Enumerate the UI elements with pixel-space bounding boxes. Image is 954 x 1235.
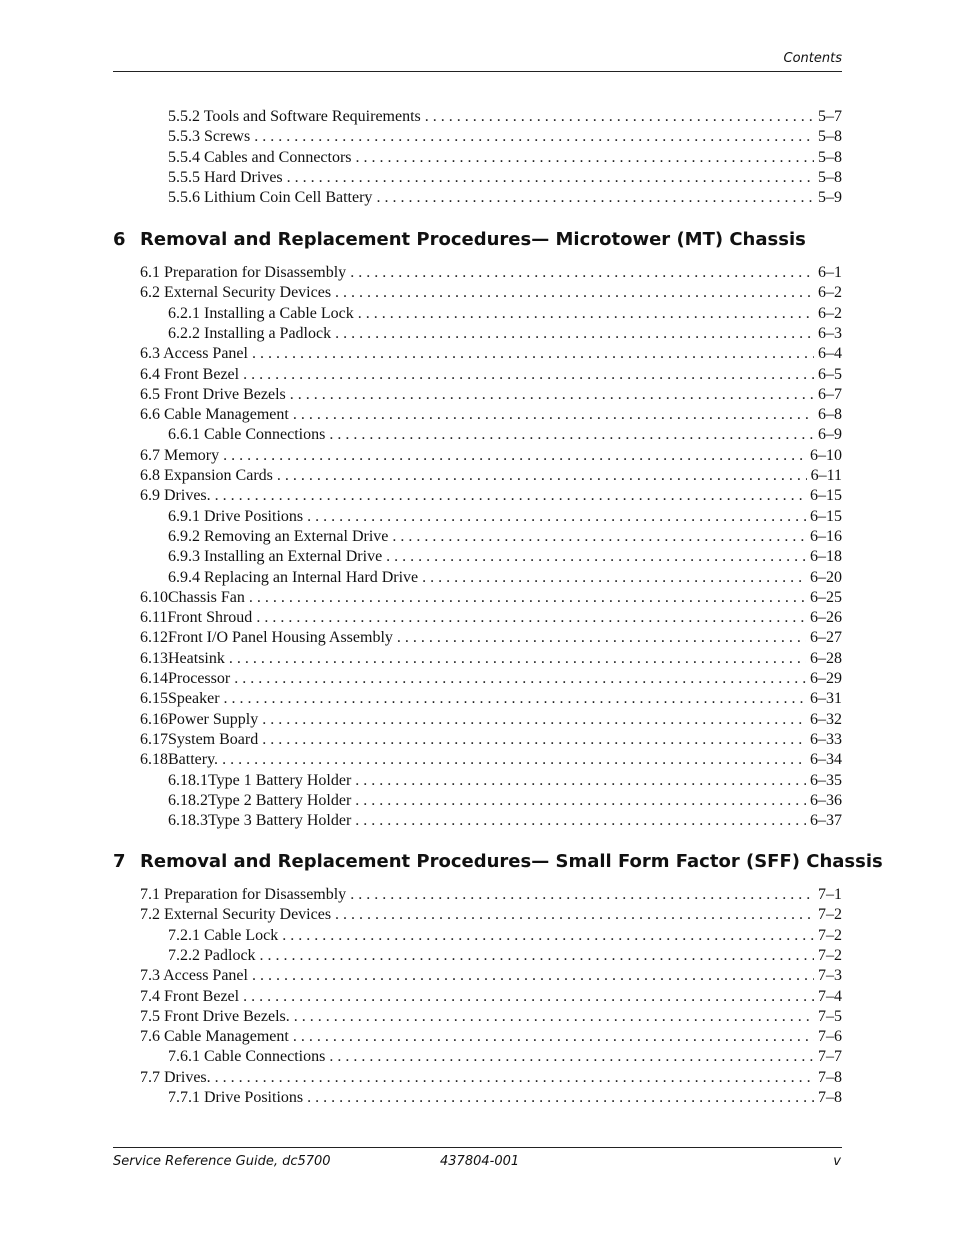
toc-entry[interactable] <box>168 1047 842 1067</box>
toc-entry-page: 7–6 <box>818 1028 842 1046</box>
chapter-number: 7 <box>113 851 126 872</box>
toc-entry[interactable] <box>140 905 842 925</box>
toc-entry[interactable] <box>168 547 842 567</box>
dot-leader <box>215 1068 814 1088</box>
toc-entry-label: 7.1 Preparation for Disassembly <box>140 886 347 903</box>
toc-entry-page: 6–37 <box>810 812 842 830</box>
toc-entry-label: 5.5.2 Tools and Software Requirements <box>168 108 421 125</box>
toc-entry-page: 6–29 <box>810 670 842 687</box>
toc-entry-page: 7–7 <box>818 1048 842 1066</box>
toc-entry-label: 5.5.4 Cables and Connectors <box>168 148 352 166</box>
toc-entry-page: 5–7 <box>818 108 842 125</box>
dot-leader <box>252 344 814 364</box>
toc-entry-label: 6.18.2Type 2 Battery Holder <box>168 791 352 809</box>
toc-entry[interactable] <box>140 1007 842 1027</box>
toc-entry-page: 6–1 <box>818 264 842 281</box>
toc-entry-page: 5–8 <box>818 148 842 166</box>
toc-entry-label: 6.11Front Shroud <box>140 609 253 627</box>
toc-entry-page: 7–4 <box>818 987 842 1005</box>
dot-leader <box>355 771 806 791</box>
toc-entry[interactable] <box>168 425 842 445</box>
toc-entry-label: 6.3 Access Panel <box>140 345 248 363</box>
toc-entry[interactable] <box>140 669 842 689</box>
toc-entry-label: 7.2.2 Padlock <box>168 946 256 964</box>
toc-entry[interactable] <box>168 946 842 966</box>
toc-entry-page: 6–2 <box>818 284 842 302</box>
toc-entry-page: 6–7 <box>818 385 842 403</box>
toc-entry[interactable] <box>140 966 842 986</box>
chapter-title: Removal and Replacement Procedures— Small Form Factor (SFF) Chassis <box>140 851 883 872</box>
dot-leader <box>294 1007 814 1027</box>
toc-entry-label: 6.14Processor <box>140 670 231 687</box>
toc-entry[interactable] <box>168 791 842 811</box>
toc-entry-label: 6.9 Drives. <box>140 487 211 505</box>
footer-page-number: v <box>833 1154 841 1169</box>
dot-leader <box>350 885 814 905</box>
toc-entry-page: 6–18 <box>810 548 842 566</box>
toc-entry[interactable] <box>140 628 842 648</box>
toc-entry-page: 6–31 <box>810 690 842 708</box>
toc-entry-label: 6.2.1 Installing a Cable Lock <box>168 304 354 322</box>
toc-entry-page: 6–20 <box>810 568 842 586</box>
toc-entry[interactable] <box>168 168 842 188</box>
toc-entry[interactable] <box>168 1088 842 1108</box>
toc-entry[interactable] <box>168 811 842 831</box>
dot-leader <box>262 710 806 730</box>
toc-entry[interactable] <box>168 527 842 547</box>
toc-entry-page: 6–33 <box>810 730 842 748</box>
dot-leader <box>252 966 814 986</box>
toc-entry-label: 7.6 Cable Management <box>140 1028 289 1046</box>
dot-leader <box>243 987 814 1007</box>
dot-leader <box>335 324 814 344</box>
dot-leader <box>249 588 806 608</box>
toc-entry[interactable] <box>140 365 842 385</box>
dot-leader <box>287 168 814 188</box>
dot-leader <box>293 405 814 425</box>
toc-entry-label: 7.4 Front Bezel <box>140 987 240 1005</box>
toc-entry-page: 6–10 <box>810 446 842 464</box>
toc-entry-page: 6–2 <box>818 304 842 322</box>
toc-entry-page: 7–3 <box>818 967 842 985</box>
toc-entry-label: 5.5.3 Screws <box>168 128 251 146</box>
chapter-7-heading <box>113 851 883 872</box>
toc-entry-page: 6–36 <box>810 791 842 809</box>
toc-entry-page: 7–5 <box>818 1007 842 1025</box>
toc-entry[interactable] <box>140 405 842 425</box>
toc-entry-label: 6.18Battery. <box>140 751 219 769</box>
toc-entry-label: 6.15Speaker <box>140 690 220 708</box>
toc-entry-page: 6–25 <box>810 588 842 606</box>
toc-entry-page: 7–2 <box>818 926 842 944</box>
toc-entry-page: 5–8 <box>818 168 842 186</box>
toc-entry[interactable] <box>168 568 842 588</box>
toc-entry[interactable] <box>140 710 842 730</box>
dot-leader <box>229 649 806 669</box>
toc-entry[interactable] <box>168 304 842 324</box>
dot-leader <box>376 188 814 208</box>
toc-entry[interactable] <box>140 385 842 405</box>
toc-entry[interactable] <box>140 344 842 364</box>
toc-entry-page: 6–5 <box>818 365 842 383</box>
toc-entry-label: 6.2.2 Installing a Padlock <box>168 324 332 342</box>
dot-leader <box>243 365 814 385</box>
toc-entry-page: 6–27 <box>810 629 842 647</box>
toc-entry-label: 7.5 Front Drive Bezels. <box>140 1007 290 1025</box>
toc-entry[interactable] <box>140 486 842 506</box>
toc-entry[interactable] <box>140 283 842 303</box>
dot-leader <box>293 1027 814 1047</box>
toc-entry-page: 7–1 <box>818 886 842 903</box>
toc-entry-label: 5.5.5 Hard Drives <box>168 168 283 186</box>
dot-leader <box>386 547 806 567</box>
dot-leader <box>350 263 814 283</box>
dot-leader <box>329 1047 814 1067</box>
toc-entry-page: 6–28 <box>810 649 842 667</box>
dot-leader <box>358 304 814 324</box>
toc-entry[interactable] <box>168 771 842 791</box>
toc-entry-page: 7–2 <box>818 946 842 964</box>
footer-part-number: 437804-001 <box>440 1154 520 1169</box>
toc-entry-label: 6.8 Expansion Cards <box>140 467 273 484</box>
chapter-number: 6 <box>113 229 126 250</box>
toc-entry-page: 6–11 <box>810 467 842 484</box>
toc-entry-page: 7–8 <box>818 1089 842 1106</box>
dot-leader <box>254 127 814 147</box>
toc-entry-page: 6–26 <box>810 609 842 627</box>
chapter-6-heading <box>113 229 806 250</box>
toc-entry-label: 7.6.1 Cable Connections <box>168 1048 326 1066</box>
toc-entry[interactable] <box>140 689 842 709</box>
dot-leader <box>256 608 806 628</box>
toc-entry-label: 7.2.1 Cable Lock <box>168 926 279 944</box>
header-rule <box>113 71 842 72</box>
dot-leader <box>307 1088 814 1108</box>
toc-entry-page: 7–8 <box>818 1068 842 1086</box>
toc-entry-page: 6–4 <box>818 345 842 363</box>
toc-entry-label: 6.12Front I/O Panel Housing Assembly <box>140 629 393 647</box>
toc-entry-label: 7.2 External Security Devices <box>140 906 332 924</box>
toc-entry[interactable] <box>140 588 842 608</box>
dot-leader <box>277 466 807 486</box>
toc-entry-label: 6.5 Front Drive Bezels <box>140 385 286 403</box>
dot-leader <box>425 107 814 127</box>
toc-entry-page: 6–32 <box>810 710 842 728</box>
toc-entry[interactable] <box>140 649 842 669</box>
toc-entry-label: 6.18.3Type 3 Battery Holder <box>168 812 352 830</box>
toc-entry-page: 7–2 <box>818 906 842 924</box>
toc-entry[interactable] <box>140 1068 842 1088</box>
chapter-title: Removal and Replacement Procedures— Microtower (MT) Chassis <box>140 229 806 250</box>
toc-entry[interactable] <box>140 750 842 770</box>
toc-entry[interactable] <box>140 466 842 486</box>
toc-entry[interactable] <box>140 446 842 466</box>
toc-entry-label: 6.9.4 Replacing an Internal Hard Drive <box>168 568 419 586</box>
toc-entry-label: 7.7 Drives. <box>140 1068 211 1086</box>
toc-entry-label: 6.17System Board <box>140 730 259 748</box>
toc-entry-page: 5–8 <box>818 128 842 146</box>
dot-leader <box>234 669 806 689</box>
dot-leader <box>335 283 814 303</box>
dot-leader <box>262 730 806 750</box>
footer-guide-title: Service Reference Guide, dc5700 <box>113 1154 331 1169</box>
toc-entry-label: 6.13Heatsink <box>140 649 225 667</box>
toc-entry[interactable] <box>168 926 842 946</box>
dot-leader <box>329 425 814 445</box>
toc-entry[interactable] <box>140 987 842 1007</box>
toc-entry[interactable] <box>168 107 842 127</box>
toc-entry[interactable] <box>140 1027 842 1047</box>
toc-entry[interactable] <box>168 148 842 168</box>
dot-leader <box>260 946 814 966</box>
toc-entry-page: 6–3 <box>818 324 842 342</box>
toc-entry[interactable] <box>168 188 842 208</box>
toc-entry-label: 6.9.3 Installing an External Drive <box>168 548 383 566</box>
toc-entry-label: 6.9.1 Drive Positions <box>168 507 304 525</box>
toc-entry-label: 6.9.2 Removing an External Drive <box>168 527 389 545</box>
dot-leader <box>356 148 814 168</box>
footer-rule <box>113 1147 842 1148</box>
dot-leader <box>223 446 806 466</box>
dot-leader <box>290 385 814 405</box>
toc-entry-page: 6–15 <box>810 507 842 525</box>
toc-entry[interactable] <box>140 263 842 283</box>
toc-entry-page: 5–9 <box>818 189 842 207</box>
toc-entry-label: 6.2 External Security Devices <box>140 284 332 302</box>
toc-entry-label: 6.10Chassis Fan <box>140 588 245 606</box>
toc-entry-label: 6.4 Front Bezel <box>140 365 240 383</box>
toc-entry-page: 6–9 <box>818 426 842 444</box>
header-section-label: Contents <box>783 51 842 66</box>
toc-entry-label: 5.5.6 Lithium Coin Cell Battery <box>168 189 373 207</box>
dot-leader <box>335 905 814 925</box>
dot-leader <box>392 527 806 547</box>
toc-entry-label: 7.7.1 Drive Positions <box>168 1089 304 1106</box>
toc-entry-label: 6.18.1Type 1 Battery Holder <box>168 771 352 789</box>
dot-leader <box>355 791 806 811</box>
toc-entry-label: 6.1 Preparation for Disassembly <box>140 264 347 281</box>
dot-leader <box>282 926 814 946</box>
toc-entry[interactable] <box>168 127 842 147</box>
toc-entry-label: 7.3 Access Panel <box>140 967 248 985</box>
toc-entry-page: 6–16 <box>810 527 842 545</box>
toc-entry-page: 6–8 <box>818 406 842 424</box>
toc-entry-label: 6.6.1 Cable Connections <box>168 426 326 444</box>
toc-entry[interactable] <box>140 608 842 628</box>
dot-leader <box>422 568 806 588</box>
dot-leader <box>215 486 806 506</box>
toc-entry-label: 6.7 Memory <box>140 446 220 464</box>
dot-leader <box>397 628 806 648</box>
toc-entry-page: 6–15 <box>810 487 842 505</box>
toc-entry[interactable] <box>168 324 842 344</box>
toc-entry[interactable] <box>168 507 842 527</box>
dot-leader <box>355 811 806 831</box>
toc-entry-label: 6.16Power Supply <box>140 710 259 728</box>
dot-leader <box>224 689 806 709</box>
dot-leader <box>307 507 806 527</box>
toc-entry[interactable] <box>140 885 842 905</box>
dot-leader <box>222 750 806 770</box>
toc-entry-page: 6–35 <box>810 771 842 789</box>
toc-entry-page: 6–34 <box>810 751 842 769</box>
toc-entry-label: 6.6 Cable Management <box>140 406 289 424</box>
toc-entry[interactable] <box>140 730 842 750</box>
